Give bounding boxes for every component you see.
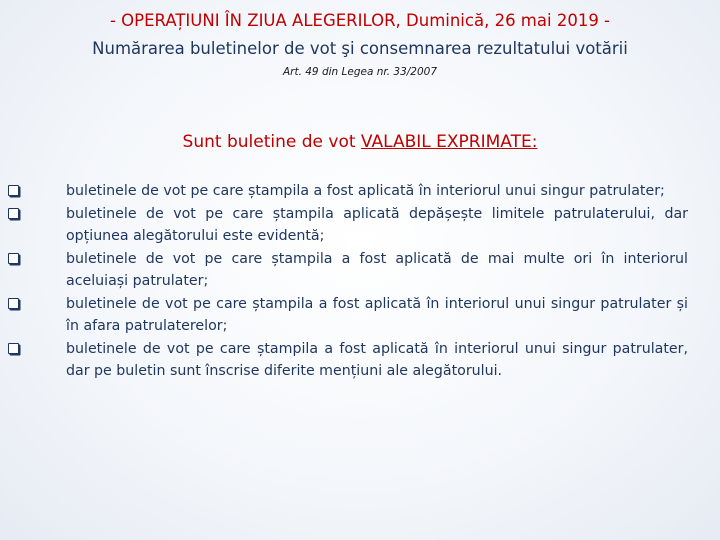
list-item <box>8 248 688 292</box>
checkbox-bullet-icon <box>8 343 19 354</box>
slide-subtitle: Numărarea buletinelor de vot şi consemnarea rezultatului votării <box>92 39 628 58</box>
slide-title: - OPERAȚIUNI ÎN ZIUA ALEGERILOR, Duminică, 26 mai 2019 - <box>109 11 611 30</box>
section-heading <box>0 130 720 154</box>
checkbox-bullet-icon <box>8 208 19 219</box>
section-heading-prefix: Sunt buletine de vot <box>182 132 356 152</box>
law-citation: Art. 49 din Legea nr. 33/2007 <box>282 66 438 78</box>
list-item <box>8 293 688 337</box>
list-item-text: buletinele de vot pe care ștampila a fost aplicată în interiorul unui singur patrulater; <box>66 183 665 199</box>
list-item <box>8 338 688 382</box>
checkbox-bullet-icon <box>8 298 19 309</box>
list-item-text: buletinele de vot pe care ștampila aplicată depășește limitele patrulaterului, dar opțiunea alegătorului este evidentă; <box>66 206 688 244</box>
list-item-text: buletinele de vot pe care ștampila a fost aplicată în interiorul unui singur patrulater, dar pe buletin sunt înscrise diferite mențiuni ale alegătorului. <box>66 341 688 379</box>
checkbox-bullet-icon <box>8 253 19 264</box>
checkbox-bullet-icon <box>8 185 19 196</box>
list-item-text: buletinele de vot pe care ștampila a fost aplicată de mai multe ori în interiorul aceluiași patrulater; <box>66 251 688 289</box>
list-item <box>8 180 688 202</box>
valid-ballots-list <box>8 180 688 383</box>
section-heading-emphasis: VALABIL EXPRIMATE: <box>360 132 538 152</box>
list-item <box>8 203 688 247</box>
list-item-text: buletinele de vot pe care ștampila a fost aplicată în interiorul unui singur patrulater și în afara patrulaterelor; <box>66 296 688 334</box>
